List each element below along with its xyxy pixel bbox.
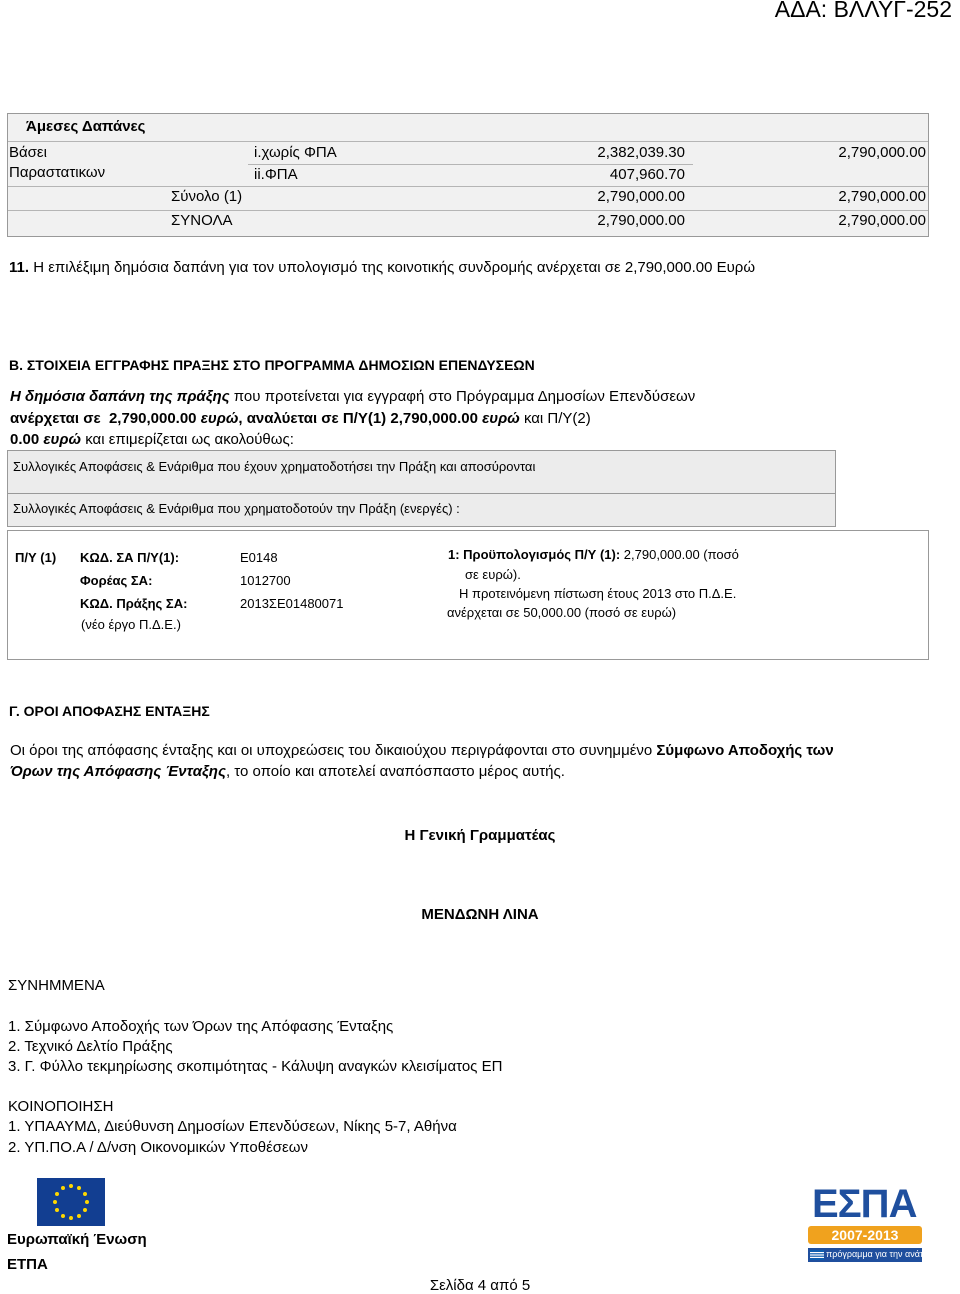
kod-sa-value: Ε0148 [240,550,278,565]
subtotal-total: 2,790,000.00 [838,188,926,205]
eligible-expenditure: 11. Η επιλέξιμη δημόσια δαπάνη για τον υπολογισμό της κοινοτικής συνδρομής ανέρχεται σε 2,790,000.00 Ευρώ [9,259,756,276]
row-label: i.χωρίς ΦΠΑ [254,144,337,161]
subtotal-label: Σύνολο (1) [171,188,243,205]
notification-item: 2. ΥΠ.ΠΟ.Α / Δ/νση Οικονομικών Υποθέσεων [8,1139,308,1156]
budget-box [7,530,929,660]
withdrawn-decisions-label: Συλλογικές Αποφάσεις & Ενάριθμα που έχουν χρηματοδοτήσει την Πράξη και αποσύρονται [13,459,536,474]
espa-years: 2007-2013 [808,1226,922,1244]
espa-slogan-bar [808,1248,944,1262]
credit-line-1: Η προτεινόμενη πίστωση έτους 2013 στο Π.Δ.Ε. [459,586,737,601]
section-c-paragraph-line1: Οι όροι της απόφασης ένταξης και οι υποχρεώσεις του δικαιούχου περιγράφονται στο συνημμένο Σύμφωνο Αποδοχής των [10,742,834,759]
section-b-paragraph-line1: Η δημόσια δαπάνη της πράξης που προτείνεται για εγγραφή στο Πρόγραμμα Δημοσίων Επενδύσεων [10,388,696,405]
section-b-paragraph-line2: ανέρχεται σε 2,790,000.00 ευρώ, αναλύεται σε Π/Υ(1) 2,790,000.00 ευρώ και Π/Υ(2) [10,410,591,427]
notification-item: 1. ΥΠΑΑΥΜΔ, Διεύθυνση Δημοσίων Επενδύσεων, Νίκης 5-7, Αθήνα [8,1118,457,1135]
foreas-value: 1012700 [240,573,291,588]
py-label: Π/Υ (1) [15,550,57,565]
espa-slogan: πρόγραμμα για την ανάπτυξη [826,1249,944,1259]
espa-logo [808,1182,944,1280]
page-number: Σελίδα 4 από 5 [429,1277,531,1294]
withdrawn-decisions-bar [7,450,836,496]
kod-praxis-value: 2013ΣΕ01480071 [240,596,344,611]
foreas-label: Φορέας ΣΑ: [80,573,153,588]
notification-heading: ΚΟΙΝΟΠΟΙΗΣΗ [8,1098,114,1115]
attachment-item: 1. Σύμφωνο Αποδοχής των Όρων της Απόφασης Ένταξης [8,1018,394,1035]
basis-label-1: Βάσει [9,144,47,161]
kod-sa-label: ΚΩΔ. ΣΑ Π/Υ(1): [80,550,180,565]
grand-total-label: ΣΥΝΟΛΑ [171,212,233,229]
attachment-item: 3. Γ. Φύλλο τεκμηρίωσης σκοπιμότητας - Κάλυψη αναγκών κλεισίματος ΕΠ [8,1058,503,1075]
active-decisions-bar [7,493,836,527]
signatory-title: Η Γενική Γραμματέας [404,827,556,844]
grand-total-total: 2,790,000.00 [838,212,926,229]
new-project-note: (νέο έργο Π.Δ.Ε.) [81,617,181,632]
section-b-heading: Β. ΣΤΟΙΧΕΙΑ ΕΓΓΡΑΦΗΣ ΠΡΑΞΗΣ ΣΤΟ ΠΡΟΓΡΑΜΜΑ ΔΗΜΟΣΙΩΝ ΕΠΕΝΔΥΣΕΩΝ [9,357,535,373]
table-title: Άμεσες Δαπάνες [26,118,146,135]
attachment-item: 2. Τεχνικό Δελτίο Πράξης [8,1038,173,1055]
row-value: 407,960.70 [609,166,685,183]
greek-flag-icon [810,1250,824,1260]
grand-total-value: 2,790,000.00 [597,212,685,229]
eu-flag-icon [37,1178,105,1226]
erdf-label: ΕΤΠΑ [7,1256,48,1273]
ada-code: ΑΔΑ: ΒΛΛΥΓ-252 [774,0,952,22]
row-value: 2,382,039.30 [597,144,685,161]
subtotal-value: 2,790,000.00 [597,188,685,205]
credit-line-2: ανέρχεται σε 50,000.00 (ποσό σε ευρώ) [447,605,677,620]
signatory-name: ΜΕΝΔΩΝΗ ΛΙΝΑ [421,906,539,923]
section-b-paragraph-line3: 0.00 ευρώ και επιμερίζεται ως ακολούθως: [10,431,294,448]
active-decisions-label: Συλλογικές Αποφάσεις & Ενάριθμα που χρηματοδοτούν την Πράξη (ενεργές) : [13,501,460,516]
budget-line: 1: Προϋπολογισμός Π/Υ (1): 2,790,000.00 (ποσό [448,547,739,562]
section-c-heading: Γ. ΟΡΟΙ ΑΠΟΦΑΣΗΣ ΕΝΤΑΞΗΣ [9,703,210,719]
row-total: 2,790,000.00 [838,144,926,161]
espa-logo-text: ΕΣΠΑ [812,1182,917,1226]
section-c-paragraph-line2: Όρων της Απόφασης Ένταξης, το οποίο και αποτελεί αναπόσπαστο μέρος αυτής. [10,763,565,780]
attachments-heading: ΣΥΝΗΜΜΕΝΑ [8,977,105,994]
eu-label: Ευρωπαϊκή Ένωση [7,1231,147,1248]
budget-unit: σε ευρώ). [465,567,521,582]
basis-label-2: Παραστατικων [9,164,106,181]
row-label: ii.ΦΠΑ [254,166,298,183]
direct-expenses-table [7,113,929,237]
kod-praxis-label: ΚΩΔ. Πράξης ΣΑ: [80,596,188,611]
